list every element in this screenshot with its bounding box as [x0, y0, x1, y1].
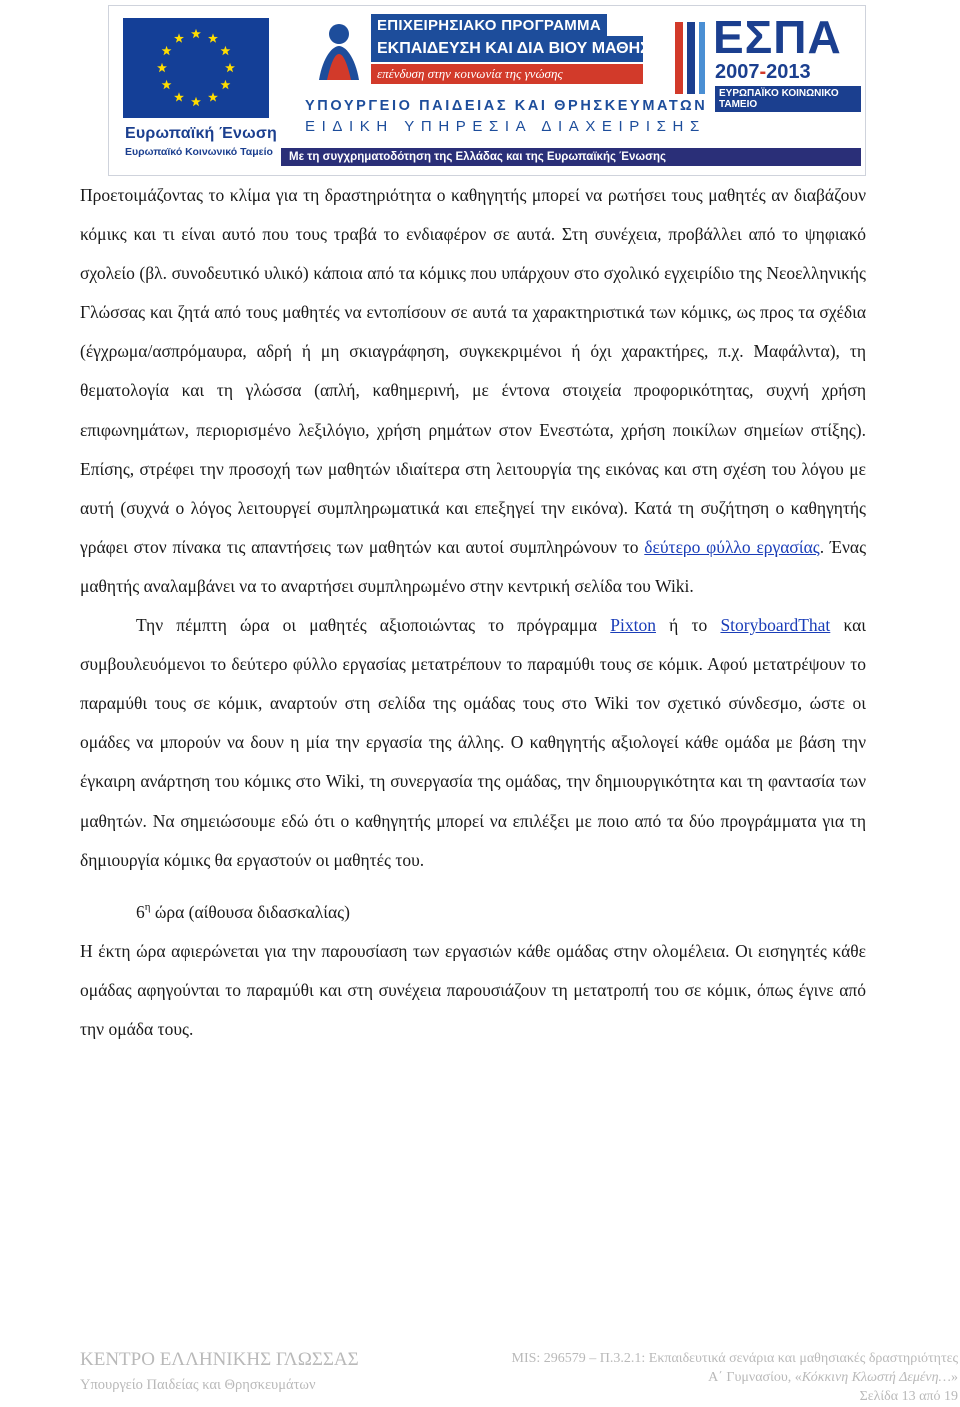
espa-year-start: 2007 — [715, 61, 760, 83]
footer-organization: ΚΕΝΤΡΟ ΕΛΛΗΝΙΚΗΣ ΓΛΩΣΣΑΣ — [80, 1349, 359, 1370]
eu-name: Ευρωπαϊκή Ένωση — [125, 125, 277, 142]
header-banner — [108, 5, 866, 176]
eu-fund: Ευρωπαϊκό Κοινωνικό Ταμείο — [125, 146, 273, 158]
eu-star-icon — [208, 33, 218, 42]
paragraph-2-start: Την πέμπτη ώρα οι μαθητές αξιοποιώντας το πρόγραμμα — [136, 615, 611, 636]
paragraph-1-end: . Ένας μαθητής αναλαμβάνει να το αναρτήσει συμπληρωμένο στην κεντρική σελίδα του Wiki. — [80, 536, 866, 596]
storyboardthat-link[interactable]: StoryboardThat — [720, 615, 831, 636]
eu-star-icon — [221, 46, 231, 55]
footer-scenario-title: Κόκκινη Κλωστή Δεμένη… — [801, 1370, 951, 1385]
heading-text: ώρα (αίθουσα διδασκαλίας) — [150, 901, 350, 922]
eu-flag-icon — [123, 18, 269, 118]
section-heading-6th-hour — [80, 888, 866, 932]
program-emblem-icon — [313, 16, 365, 82]
eu-star-icon — [208, 92, 218, 101]
eu-star-icon — [157, 63, 167, 72]
eu-star-icon — [174, 92, 184, 101]
ministry-name: ΥΠΟΥΡΓΕΙΟ ΠΑΙΔΕΙΑΣ ΚΑΙ ΘΡΗΣΚΕΥΜΑΤΩΝ — [305, 98, 708, 114]
espa-years — [715, 62, 811, 82]
heading-superscript: η — [144, 900, 151, 913]
eu-stars-icon — [123, 18, 269, 118]
eu-star-icon — [225, 63, 235, 72]
cofunding-banner: Με τη συγχρηματοδότηση της Ελλάδας και της Ευρωπαϊκής Ένωσης — [281, 148, 861, 166]
program-logo — [305, 10, 662, 96]
footer-project: MIS: 296579 – Π.3.2.1: Εκπαιδευτικά σενάρια και μαθησιακές δραστηριότητες — [511, 1351, 958, 1366]
espa-year-dash: - — [759, 61, 767, 83]
paragraph-2-mid: ή το — [656, 615, 721, 636]
service-name: ΕΙΔΙΚΗ ΥΠΗΡΕΣΙΑ ΔΙΑΧΕΙΡΙΣΗΣ — [305, 118, 706, 135]
espa-year-end: 2013 — [766, 61, 811, 83]
espa-title: ΕΣΠΑ — [713, 11, 842, 63]
paragraph-2-end: και συμβουλευόμενοι το δεύτερο φύλλο εργασίας μετατρέπουν το παραμύθι τους σε κόμικ. Αφού μετατρέψουν το παραμύθι τους σε κόμικ, αναρτούν στη σελίδα της ομάδας τους στο Wiki τον σχετικό σύνδεσμο, ώστε οι ομάδες να μπορούν να δουν η μία την εργασία της άλλης. Ο καθηγητής αξιολογεί κάθε ομάδα με βάση την έγκαιρη ανάρτηση του κόμικς στο Wiki, τη συνεργασία της ομάδας, την δημιουργικότητα και τη φαντασία των μαθητών. Να σημειώσουμε εδώ ότι ο καθηγητής μπορεί να επιλέξει με ποιο από τα δύο προγράμματα για τη δημιουργία κόμικς θα εργαστούν οι μαθητές του. — [80, 615, 867, 870]
document-body — [80, 176, 866, 1049]
paragraph-3: Η έκτη ώρα αφιερώνεται για την παρουσίαση των εργασιών κάθε ομάδας στην ολομέλεια. Οι εισηγητές κάθε ομάδας αφηγούνται το παραμύθι και στη συνέχεια παρουσιάζουν τη μετατροπή του σε κόμικ, όπως έγινε από την ομάδα τους. — [80, 940, 866, 1039]
eu-star-icon — [162, 46, 172, 55]
eu-logo — [113, 10, 281, 172]
espa-mark-icon — [671, 18, 709, 98]
program-line2: ΕΚΠΑΙΔΕΥΣΗ ΚΑΙ ΔΙΑ ΒΙΟΥ ΜΑΘΗΣΗ — [371, 36, 643, 62]
eu-star-icon — [191, 97, 201, 106]
eu-star-icon — [162, 80, 172, 89]
footer-scenario-prefix: Α΄ Γυμνασίου, « — [708, 1370, 802, 1385]
footer-ministry: Υπουργείο Παιδείας και Θρησκευμάτων — [80, 1377, 316, 1393]
pixton-link[interactable]: Pixton — [610, 615, 656, 636]
paragraph-1-text: Προετοιμάζοντας το κλίμα για τη δραστηριότητα ο καθηγητής μπορεί να ρωτήσει τους μαθητές αν διαβάζουν κόμικς και τι είναι αυτό που τους τραβά το ενδιαφέρον σε αυτά. Στη συνέχεια, προβάλλει από το ψηφιακό σχολείο (βλ. συνοδευτικό υλικό) κάποια από τα κόμικς που υπάρχουν στο σχολικό εγχειρίδιο της Νεοελληνικής Γλώσσας και ζητά από τους μαθητές να εντοπίσουν σε αυτά τα χαρακτηριστικά των κόμικς, ως προς τα σχέδια (έγχρωμα/ασπρόμαυρα, αδρή ή μη σκιαγράφηση, συγκεκριμένοι ή όχι χαρακτήρες, π.χ. Μαφάλντα), τη θεματολογία και τη γλώσσα (απλή, καθημερινή, με έντονα στοιχεία προφορικότητας, συχνή χρήση επιφωνημάτων, περιορισμένο λεξιλόγιο, χρήση ρημάτων στον Ενεστώτα, χρήση ποικίλων σημείων στίξης). Επίσης, στρέφει την προσοχή των μαθητών ιδιαίτερα στη λειτουργία της εικόνας και στη σχέση του λόγου με αυτή (συχνά ο λόγος λειτουργεί συμπληρωματικά και επεξηγεί την εικόνα). Κατά τη συζήτηση ο καθηγητής γράφει στον πίνακα τις απαντήσεις των μαθητών και αυτοί συμπληρώνουν το — [80, 185, 866, 557]
spacer — [80, 880, 866, 888]
footer-scenario-suffix: » — [951, 1370, 958, 1385]
eu-star-icon — [221, 80, 231, 89]
heading-number: 6 — [136, 901, 145, 922]
espa-logo — [669, 10, 861, 108]
espa-fund: ΕΥΡΩΠΑΪΚΟ ΚΟΙΝΩΝΙΚΟ ΤΑΜΕΙΟ — [715, 86, 861, 112]
footer-scenario — [708, 1370, 958, 1386]
program-line1: ΕΠΙΧΕΙΡΗΣΙΑΚΟ ΠΡΟΓΡΑΜΜΑ — [371, 14, 607, 37]
program-slogan: επένδυση στην κοινωνία της γνώσης — [371, 64, 643, 84]
worksheet-2-link[interactable]: δεύτερο φύλλο εργασίας — [644, 536, 820, 557]
eu-star-icon — [174, 33, 184, 42]
paragraph-1 — [80, 176, 866, 606]
page-number: Σελίδα 13 από 19 — [859, 1389, 958, 1404]
paragraph-2 — [80, 606, 866, 880]
eu-star-icon — [191, 29, 201, 38]
